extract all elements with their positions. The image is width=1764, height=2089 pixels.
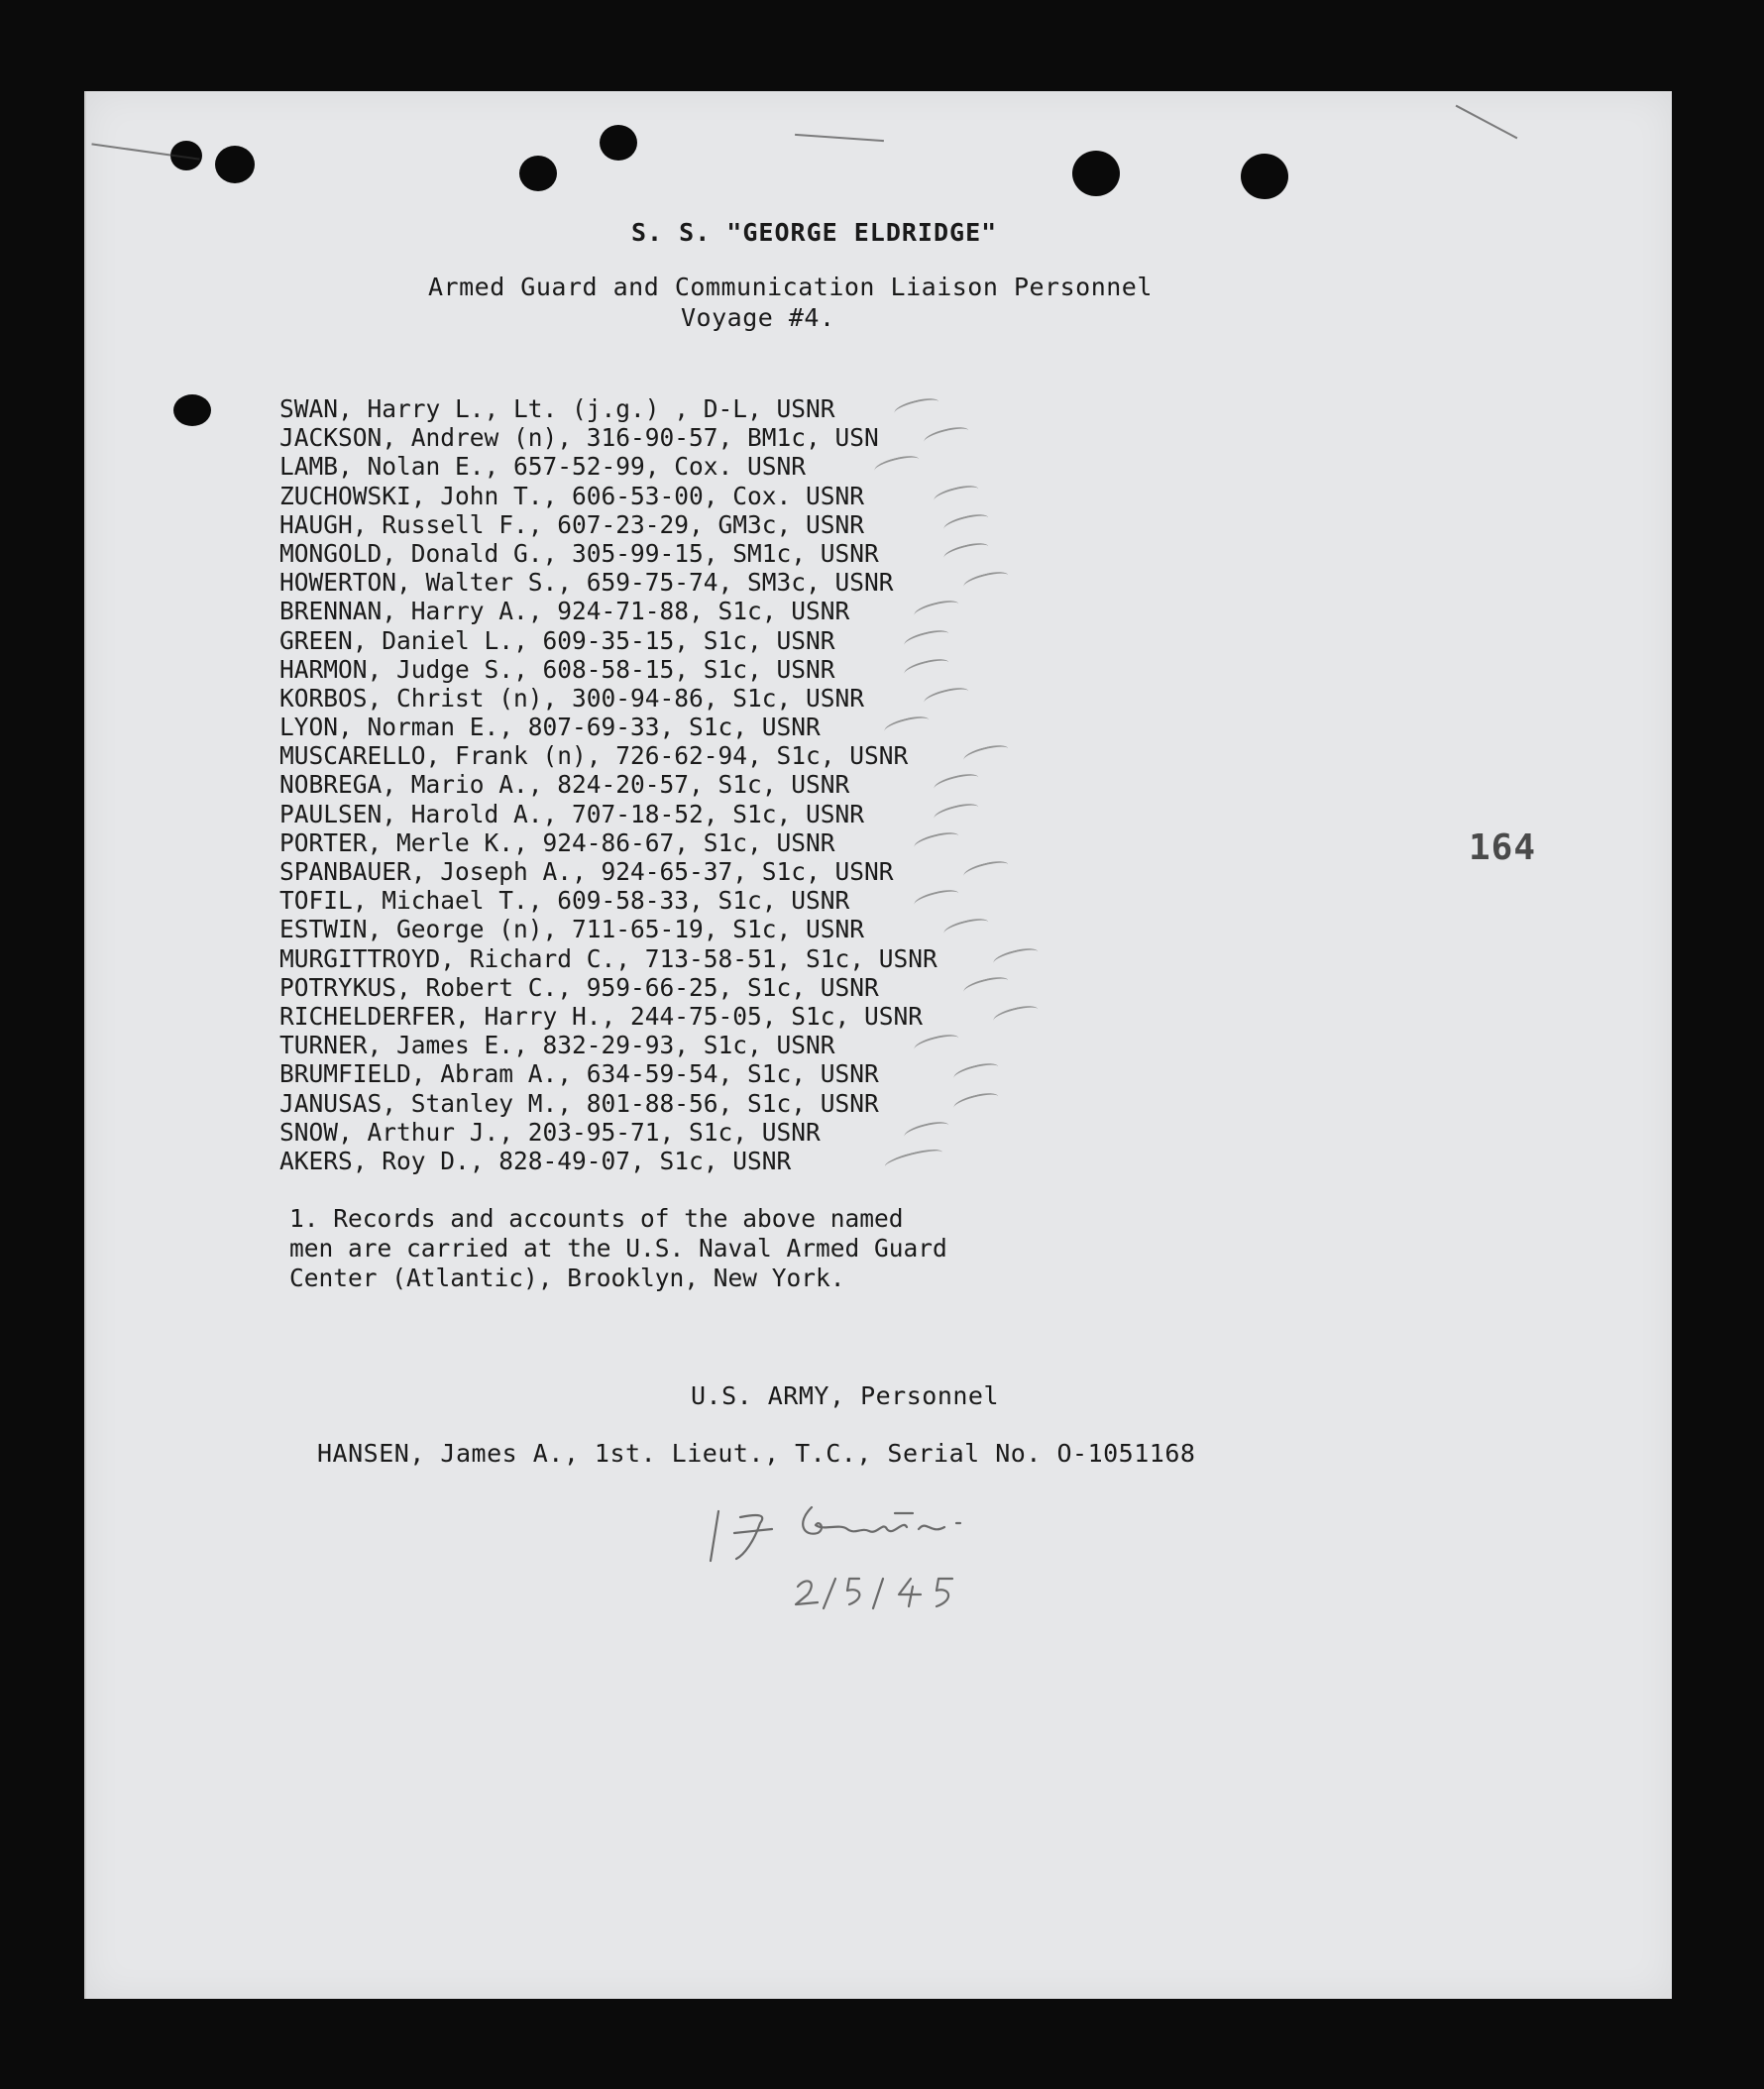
check-mark-icon bbox=[923, 685, 970, 710]
roster-entry-text: PAULSEN, Harold A., 707-18-52, S1c, USNR bbox=[279, 799, 865, 828]
check-mark-icon bbox=[923, 424, 970, 449]
page-number-stamp: 164 bbox=[1469, 827, 1537, 868]
roster-entry bbox=[279, 452, 937, 481]
note-line: Center (Atlantic), Brooklyn, New York. bbox=[289, 1264, 845, 1292]
check-mark-icon bbox=[942, 540, 990, 565]
roster-entry bbox=[279, 423, 937, 452]
check-mark-icon bbox=[883, 1146, 944, 1173]
check-mark-icon bbox=[913, 598, 960, 622]
roster-entry-text: LYON, Norman E., 807-69-33, S1c, USNR bbox=[279, 713, 821, 742]
punch-hole bbox=[1072, 151, 1120, 196]
roster-entry bbox=[279, 770, 937, 799]
roster-entry-text: JACKSON, Andrew (n), 316-90-57, BM1c, USN bbox=[279, 423, 879, 453]
roster-entry-text: MURGITTROYD, Richard C., 713-58-51, S1c, USNR bbox=[279, 943, 937, 973]
roster-entry bbox=[279, 1147, 937, 1175]
punch-hole bbox=[215, 146, 255, 183]
roster-entry bbox=[279, 539, 937, 568]
check-mark-icon bbox=[913, 1032, 960, 1056]
voyage-number: Voyage #4. bbox=[681, 303, 835, 332]
roster-entry-text: GREEN, Daniel L., 609-35-15, S1c, USNR bbox=[279, 625, 835, 655]
paper-scratch bbox=[1456, 105, 1518, 140]
check-mark-icon bbox=[962, 858, 1010, 883]
roster-entry bbox=[279, 1059, 937, 1088]
punch-hole bbox=[600, 125, 637, 161]
check-mark-icon bbox=[893, 395, 940, 420]
punch-hole bbox=[519, 156, 557, 191]
army-personnel-heading: U.S. ARMY, Personnel bbox=[691, 1381, 1000, 1410]
roster-entry-text: NOBREGA, Mario A., 824-20-57, S1c, USNR bbox=[279, 770, 850, 800]
roster-entry-text: LAMB, Nolan E., 657-52-99, Cox. USNR bbox=[279, 452, 807, 482]
punch-hole bbox=[1241, 154, 1288, 199]
roster-entry-text: HAUGH, Russell F., 607-23-29, GM3c, USNR bbox=[279, 509, 865, 539]
check-mark-icon bbox=[992, 944, 1040, 969]
check-mark-icon bbox=[933, 771, 980, 796]
note-line: men are carried at the U.S. Naval Armed Guard bbox=[289, 1234, 947, 1263]
roster-entry-text: SWAN, Harry L., Lt. (j.g.) , D-L, USNR bbox=[279, 394, 835, 423]
roster-entry-text: MONGOLD, Donald G., 305-99-15, SM1c, USNR bbox=[279, 538, 879, 568]
check-mark-icon bbox=[903, 626, 950, 651]
roster-entry-text: PORTER, Merle K., 924-86-67, S1c, USNR bbox=[279, 827, 835, 857]
roster-entry bbox=[279, 655, 937, 684]
roster-entry bbox=[279, 1002, 937, 1031]
roster-entry bbox=[279, 1031, 937, 1059]
roster-entry bbox=[279, 568, 937, 597]
roster-entry bbox=[279, 800, 937, 828]
document-subtitle: Armed Guard and Communication Liaison Personnel bbox=[428, 273, 1153, 301]
handwritten-signature bbox=[701, 1484, 1057, 1632]
roster-entry-text: ESTWIN, George (n), 711-65-19, S1c, USNR bbox=[279, 915, 865, 944]
roster-entry bbox=[279, 626, 937, 655]
roster-entry-text: SNOW, Arthur J., 203-95-71, S1c, USNR bbox=[279, 1117, 821, 1147]
check-mark-icon bbox=[992, 1003, 1040, 1028]
document-page bbox=[84, 91, 1672, 1999]
check-mark-icon bbox=[883, 714, 931, 738]
check-mark-icon bbox=[942, 916, 990, 940]
check-mark-icon bbox=[962, 742, 1010, 767]
punch-hole bbox=[173, 394, 211, 426]
roster-entry-text: KORBOS, Christ (n), 300-94-86, S1c, USNR bbox=[279, 683, 865, 713]
roster-entry bbox=[279, 741, 937, 770]
check-mark-icon bbox=[873, 453, 921, 478]
check-mark-icon bbox=[903, 655, 950, 680]
roster-entry-text: ZUCHOWSKI, John T., 606-53-00, Cox. USNR bbox=[279, 481, 865, 510]
records-note bbox=[289, 1204, 947, 1293]
roster-entry bbox=[279, 713, 937, 741]
roster-entry-text: HOWERTON, Walter S., 659-75-74, SM3c, USNR bbox=[279, 568, 894, 598]
roster-entry-text: TOFIL, Michael T., 609-58-33, S1c, USNR bbox=[279, 886, 850, 916]
check-mark-icon bbox=[913, 887, 960, 912]
roster-entry bbox=[279, 886, 937, 915]
check-mark-icon bbox=[913, 828, 960, 853]
roster-entry bbox=[279, 1089, 937, 1118]
roster-entry bbox=[279, 510, 937, 539]
roster-entry-text: AKERS, Roy D., 828-49-07, S1c, USNR bbox=[279, 1146, 792, 1175]
check-mark-icon bbox=[962, 569, 1010, 594]
check-mark-icon bbox=[933, 482, 980, 506]
roster-entry-text: RICHELDERFER, Harry H., 244-75-05, S1c, USNR bbox=[279, 1001, 924, 1031]
note-line: 1. Records and accounts of the above named bbox=[289, 1204, 904, 1233]
check-mark-icon bbox=[962, 973, 1010, 998]
roster-entry-text: JANUSAS, Stanley M., 801-88-56, S1c, USNR bbox=[279, 1088, 879, 1118]
check-mark-icon bbox=[952, 1060, 1000, 1085]
roster-entry-text: MUSCARELLO, Frank (n), 726-62-94, S1c, USNR bbox=[279, 741, 909, 771]
check-mark-icon bbox=[903, 1118, 950, 1143]
roster-entry bbox=[279, 915, 937, 943]
personnel-roster bbox=[279, 394, 937, 1175]
check-mark-icon bbox=[933, 800, 980, 825]
roster-entry-text: SPANBAUER, Joseph A., 924-65-37, S1c, USNR bbox=[279, 857, 894, 886]
roster-entry bbox=[279, 684, 937, 713]
roster-entry bbox=[279, 597, 937, 625]
roster-entry-text: HARMON, Judge S., 608-58-15, S1c, USNR bbox=[279, 654, 835, 684]
roster-entry-text: POTRYKUS, Robert C., 959-66-25, S1c, USNR bbox=[279, 972, 879, 1002]
roster-entry bbox=[279, 973, 937, 1002]
roster-entry-text: BRENNAN, Harry A., 924-71-88, S1c, USNR bbox=[279, 597, 850, 626]
roster-entry bbox=[279, 394, 937, 423]
ship-title: S. S. "GEORGE ELDRIDGE" bbox=[631, 218, 998, 247]
roster-entry bbox=[279, 482, 937, 510]
roster-entry bbox=[279, 828, 937, 857]
check-mark-icon bbox=[952, 1089, 1000, 1114]
roster-entry-text: TURNER, James E., 832-29-93, S1c, USNR bbox=[279, 1031, 835, 1060]
roster-entry bbox=[279, 944, 937, 973]
roster-entry bbox=[279, 1118, 937, 1147]
roster-entry bbox=[279, 857, 937, 886]
army-personnel-entry: HANSEN, James A., 1st. Lieut., T.C., Serial No. O-1051168 bbox=[317, 1439, 1196, 1468]
roster-entry-text: BRUMFIELD, Abram A., 634-59-54, S1c, USNR bbox=[279, 1059, 879, 1089]
paper-scratch bbox=[795, 134, 884, 142]
check-mark-icon bbox=[942, 510, 990, 535]
